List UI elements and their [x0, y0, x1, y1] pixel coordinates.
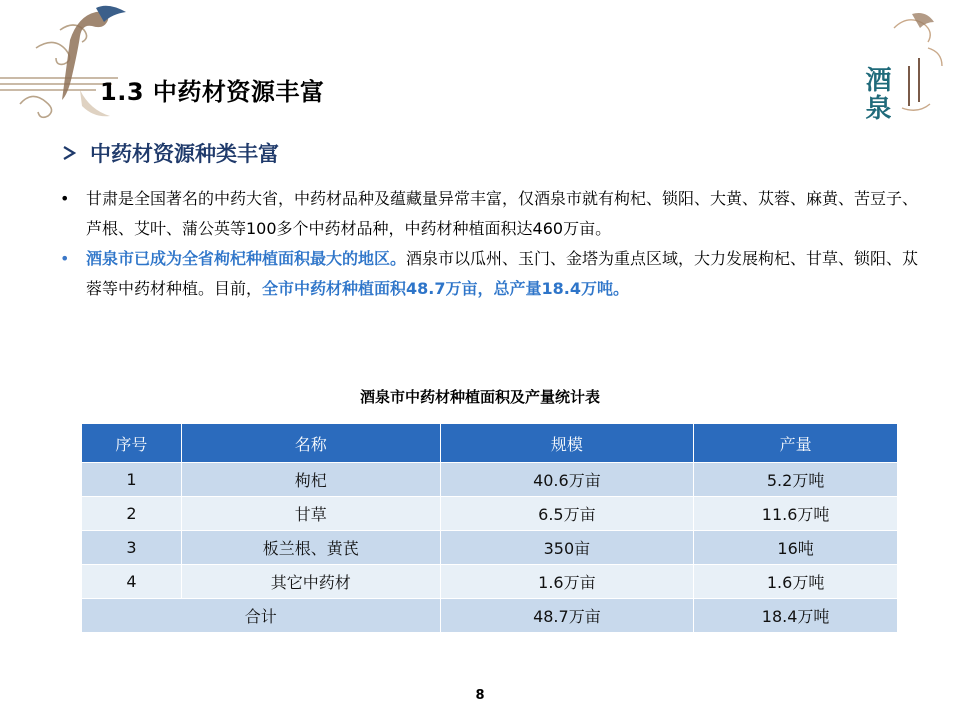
cell-total-label: 合计 — [82, 599, 441, 633]
column-header: 序号 — [82, 424, 182, 463]
highlight-text: 全市中药材种植面积48.7万亩，总产量18.4万吨。 — [262, 279, 629, 298]
bullet-text: 甘肃是全国著名的中药大省，中药材品种及蕴藏量异常丰富，仅酒泉市就有枸杞、锁阳、大黄、苁蓉、麻黄、苦豆子、芦根、艾叶、蒲公英等100多个中药材品种，中药材种植面积达460万亩。 — [86, 189, 919, 238]
table-row — [82, 463, 898, 497]
section-heading — [62, 138, 279, 168]
cell-scale: 40.6万亩 — [440, 463, 694, 497]
cell-scale: 1.6万亩 — [440, 565, 694, 599]
table-row — [82, 531, 898, 565]
cell-output: 11.6万吨 — [694, 497, 898, 531]
page-title: 1.3 中药材资源丰富 — [100, 78, 325, 106]
bullet-text-mid: 酒泉市以瓜州、玉门、金塔为重点区域，大力发展枸杞、甘草、锁阳、苁蓉等中药材种植。目前， — [86, 249, 919, 298]
statistics-table — [81, 423, 898, 633]
table-title: 酒泉市中药材种植面积及产量统计表 — [359, 388, 600, 406]
bullet-list — [60, 184, 920, 304]
cell-no: 4 — [82, 565, 182, 599]
bullet-dot: • — [60, 189, 70, 208]
cell-no: 3 — [82, 531, 182, 565]
cell-scale: 6.5万亩 — [440, 497, 694, 531]
cell-name: 甘草 — [181, 497, 440, 531]
bullet-item — [60, 184, 920, 244]
cell-total-scale: 48.7万亩 — [440, 599, 694, 633]
cell-output: 1.6万吨 — [694, 565, 898, 599]
jiuquan-logo — [832, 8, 952, 120]
column-header: 名称 — [181, 424, 440, 463]
cell-total-output: 18.4万吨 — [694, 599, 898, 633]
section-heading-text: 中药材资源种类丰富 — [90, 142, 279, 166]
bullet-dot: • — [60, 249, 70, 268]
table-row — [82, 497, 898, 531]
cell-scale: 350亩 — [440, 531, 694, 565]
decorative-cloud-ornament — [0, 0, 140, 130]
bullet-item — [60, 244, 920, 304]
column-header: 产量 — [694, 424, 898, 463]
cell-name: 其它中药材 — [181, 565, 440, 599]
logo-text: 酒泉 — [861, 66, 891, 120]
table-total-row — [82, 599, 898, 633]
cell-output: 16吨 — [694, 531, 898, 565]
table-header-row — [82, 424, 898, 463]
column-header: 规模 — [440, 424, 694, 463]
cell-name: 板兰根、黄芪 — [181, 531, 440, 565]
table-row — [82, 565, 898, 599]
cell-output: 5.2万吨 — [694, 463, 898, 497]
page-number: 8 — [475, 688, 485, 703]
cell-no: 2 — [82, 497, 182, 531]
bullet-text — [86, 244, 920, 304]
highlight-text: 酒泉市已成为全省枸杞种植面积最大的地区。 — [86, 249, 407, 268]
chevron-right-icon — [62, 146, 76, 160]
cell-name: 枸杞 — [181, 463, 440, 497]
cell-no: 1 — [82, 463, 182, 497]
